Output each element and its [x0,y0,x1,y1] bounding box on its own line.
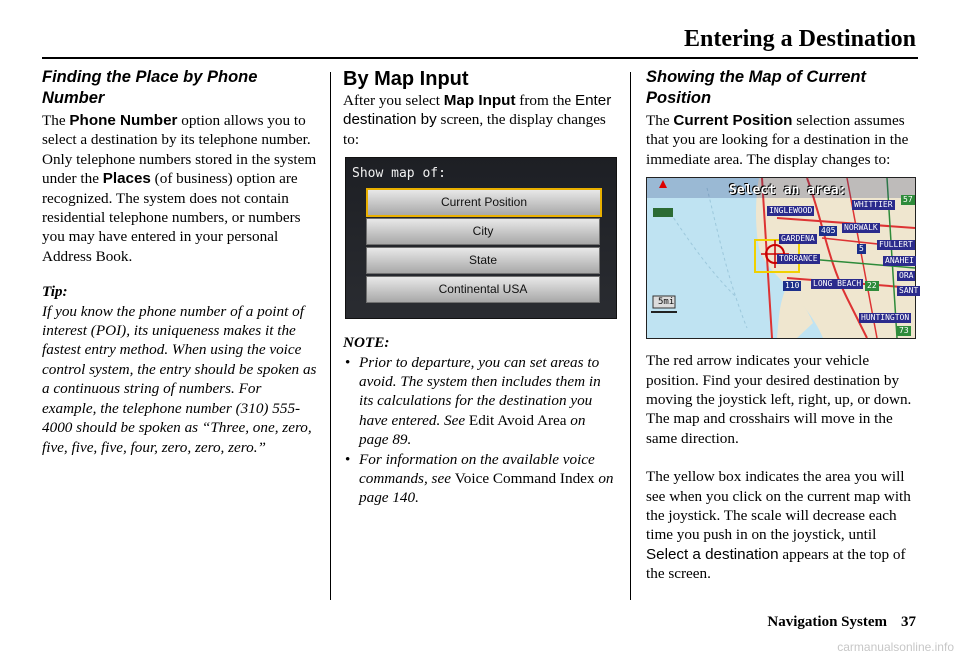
page-header-title: Entering a Destination [683,26,916,52]
show-map-of-screen [345,157,617,319]
text: on page 140. [359,470,614,507]
red-arrow-paragraph: The red arrow indicates your vehicle position. Find your desired destination by moving the joystick left, right, up, or down. The map and crosshairs will move in the same direction. [646,352,912,447]
current-position-paragraph [646,111,922,169]
column-map-input [343,67,618,508]
text: on page 89. [359,411,586,449]
text: The yellow box indicates the area you will see when you click on the current map with the joystick. The scale will decrease each time you push in on the joystick, until [646,468,911,544]
city-label: HUNTINGTON [861,313,910,323]
city-label: ANAHEI [885,256,914,266]
text: (of business) option are recognized. The system does not contain residential telephone numbers, or numbers you may have entered in your personal Address Book. [42,170,301,265]
city-label: TORRANCE [779,254,818,264]
page-footer [767,614,916,631]
header-rule [42,57,918,59]
text: Prior to departure, you can set areas to avoid. The system then includes them in its calculations for the destination you have entered. See [359,353,601,429]
section-heading-map-input: By Map Input [343,68,469,90]
text: option allows you to select a destination by its telephone number. Only telephone numbers stored in the system under the [42,112,317,188]
city-button[interactable]: City [366,218,600,245]
highway-shield: 5 [859,244,864,254]
notes-list [343,353,618,508]
map-input-option: Map Input [443,92,516,109]
select-destination-label: Select a destination [646,545,779,563]
map-input-paragraph [343,91,618,149]
current-position-option: Current Position [673,112,793,129]
yellow-box-paragraph [646,467,922,583]
highway-shield: 73 [899,326,909,336]
text: from the [515,92,575,109]
screen-title: Show map of: [352,166,446,182]
highway-shield: 405 [821,226,836,236]
column-divider-left [330,72,331,600]
scale-label: 5mi [658,297,675,308]
city-label: FULLERT [879,240,913,250]
tip-text: If you know the phone number of a point of interest (POI), its uniqueness makes it the fastest entry method. When using the voice control system, the entry should be spoken as a continuous string of numbers. For example, the telephone number (310) 555-4000 should be spoken as “Three, one, zero, five, five, five, four, zero, zero, zero.” [42,302,317,456]
note-label: NOTE: [343,334,390,352]
note-item [343,353,618,450]
column-phone-number [42,67,318,457]
text: After you select [343,92,444,109]
city-label: NORWALK [844,223,878,233]
section-heading-current-position: Showing the Map of Current Position [646,68,866,107]
text: screen, the display changes to: [343,111,606,148]
city-label: INGLEWOOD [769,206,813,216]
phone-paragraph [42,111,318,266]
city-label: SANT [899,286,919,296]
city-label: LONG BEACH [813,279,862,289]
column-divider-right [630,72,631,600]
state-button[interactable]: State [366,247,600,274]
current-position-button[interactable]: Current Position [366,188,602,217]
city-label: WHITTIER [854,200,893,210]
phone-number-option: Phone Number [69,112,178,129]
highway-shield: 110 [785,281,800,291]
continental-usa-button[interactable]: Continental USA [366,276,600,303]
city-label: GARDENA [781,234,815,244]
voice-command-index-ref: Voice Command Index [454,470,595,488]
note-item [343,450,618,508]
watermark: carmanualsonline.info [837,640,954,654]
text: The [646,112,674,129]
city-label: ORA [899,271,914,281]
column-current-position [646,67,922,584]
text: appears at the top of the screen. [646,545,906,583]
map-screen[interactable] [646,177,919,339]
text: selection assumes that you are looking for a destination in the immediate area. The display changes to: [646,112,909,168]
page-number: 37 [901,614,916,630]
footer-section: Navigation System [767,614,887,630]
text: The [42,112,70,129]
edit-avoid-area-ref: Edit Avoid Area [468,411,567,429]
enter-destination-by-screen: Enter destination by [343,92,612,129]
tip-label: Tip: [42,283,68,301]
text: For information on the available voice commands, see [359,450,595,488]
highway-shield: 57 [903,195,913,205]
highway-shield: 22 [867,281,877,291]
section-heading-phone: Finding the Place by Phone Number [42,68,258,107]
places-option: Places [102,170,151,188]
map-title: Select an area: [729,183,847,199]
